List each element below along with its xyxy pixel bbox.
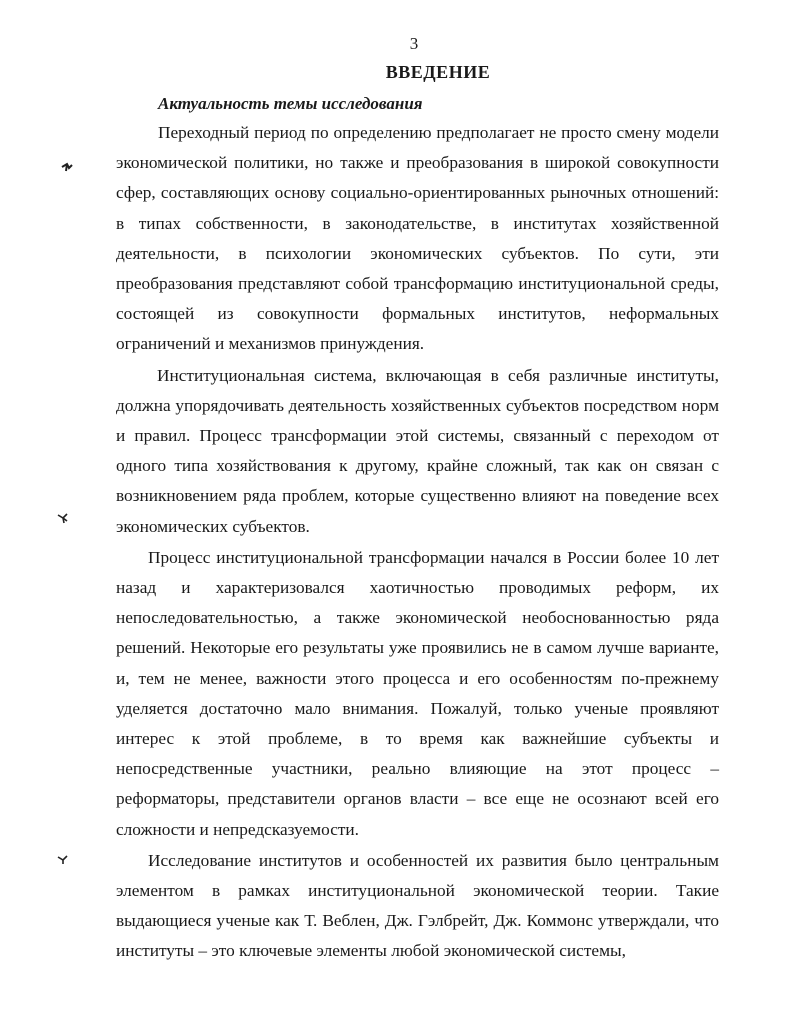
margin-mark-icon bbox=[60, 160, 74, 174]
paragraph-3: Процесс институциональной трансформации начался в России более 10 лет назад и характеризовался хаотичностью проводимых реформ, их непоследовательностью, а также экономической необоснованностью ряда решений. Некоторые его результаты уже проявились не в самом лучше варианте, и, тем не менее, важности этого процесса и его особенностям по-прежнему уделяется достаточно мало внимания. Пожалуй, только ученые проявляют интерес к этой проблеме, в то время как важнейшие субъекты и непосредственные участники, реально влияющие на этот процесс – реформаторы, представители органов власти – все еще не осознают всей его сложности и непредсказуемости. bbox=[116, 547, 719, 839]
body-text bbox=[116, 118, 719, 967]
section-heading: ВВЕДЕНИЕ bbox=[385, 62, 491, 82]
page-number: 3 bbox=[409, 34, 419, 53]
margin-mark-icon bbox=[56, 511, 70, 525]
paragraph-4: Исследование институтов и особенностей их развития было центральным элементом в рамках институциональной экономической теории. Такие выдающиеся ученые как Т. Веблен, Дж. Гэлбрейт, Дж. Коммонс утверждали, что институты – это ключевые элементы любой экономической системы, bbox=[116, 850, 719, 961]
section-subheading: Актуальность темы исследования bbox=[158, 94, 423, 113]
margin-mark-icon bbox=[56, 852, 70, 866]
paragraph-1: Переходный период по определению предполагает не просто смену модели экономической политики, но также и преобразования в широкой совокупности сфер, составляющих основу социально-ориентированных рыночных отношений: в типах собственности, в законодательстве, в институтах хозяйственной деятельности, в психологии экономических субъектов. По сути, эти преобразования представляют собой трансформацию институциональной среды, состоящей из совокупности формальных институтов, неформальных ограничений и механизмов принуждения. bbox=[116, 123, 719, 354]
paragraph-2: Институциональная система, включающая в себя различные институты, должна упорядочивать деятельность хозяйственных субъектов посредством норм и правил. Процесс трансформации этой системы, связанный с переходом от одного типа хозяйствования к другому, крайне сложный, так как он связан с возникновением ряда проблем, которые существенно влияют на поведение всех экономических субъектов. bbox=[116, 365, 719, 536]
